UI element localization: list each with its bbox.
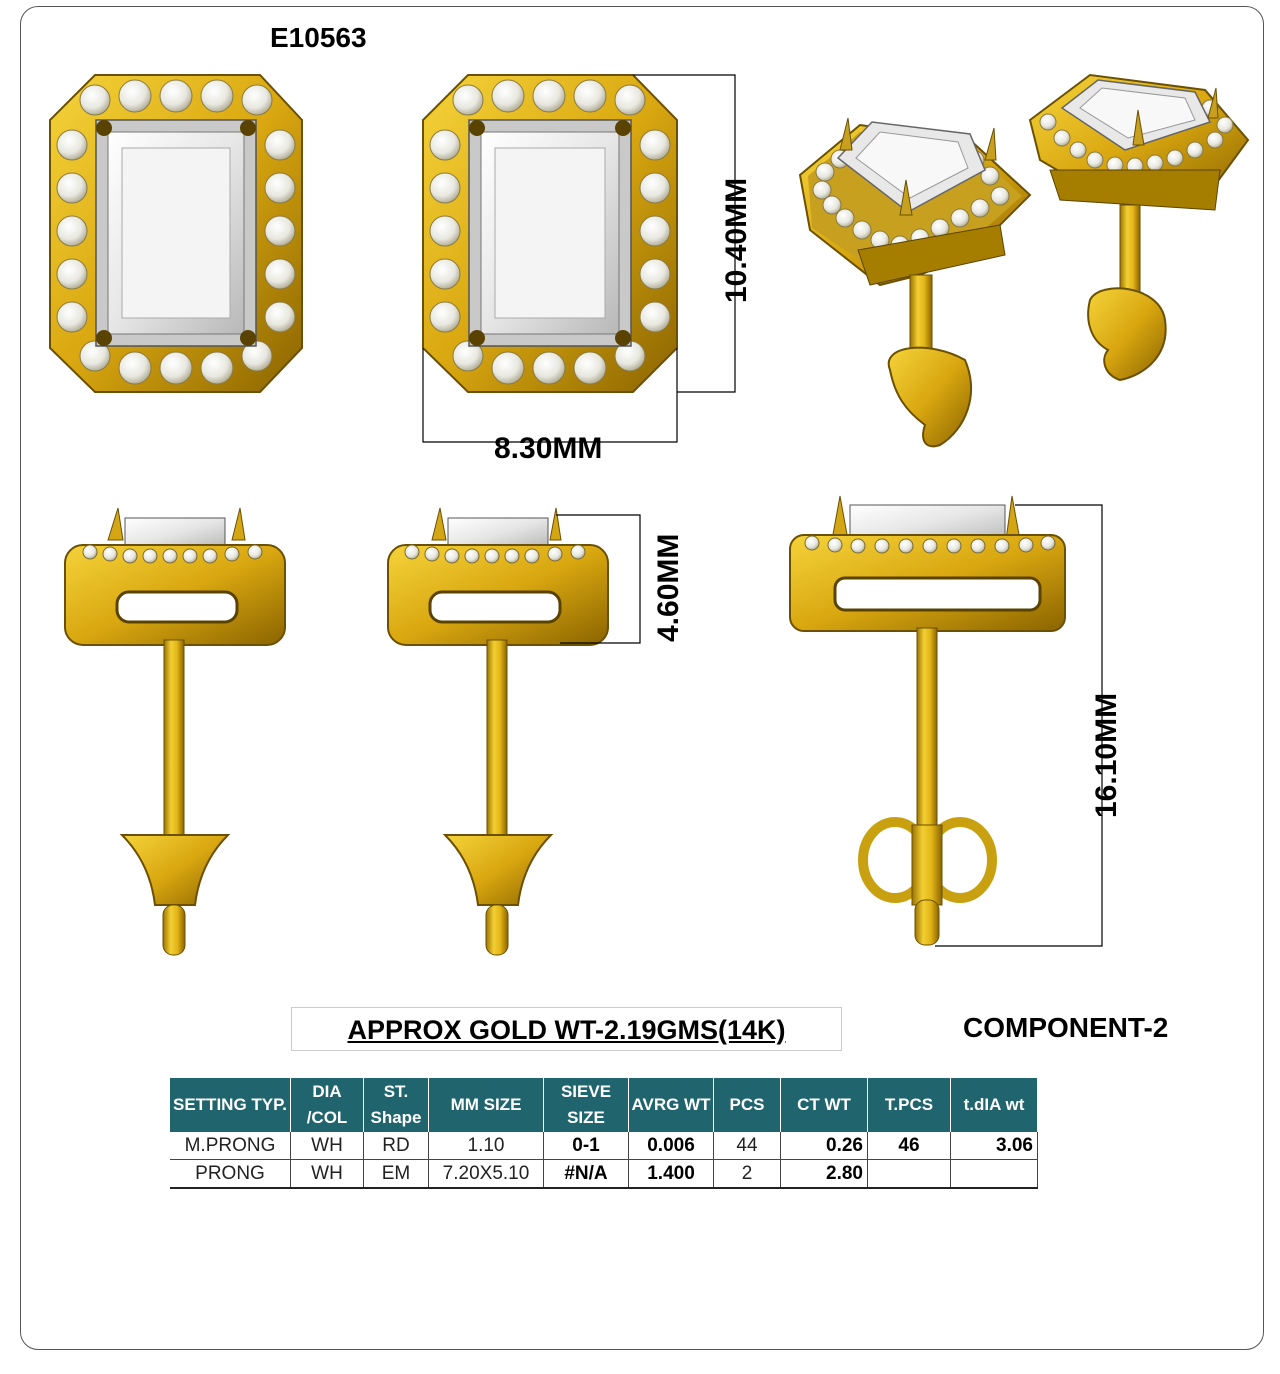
cell-stone-shape: RD — [364, 1132, 429, 1160]
front-view-left — [50, 75, 302, 392]
header-stone-shape: ST. Shape — [364, 1078, 429, 1132]
cell-avrg-wt: 1.400 — [629, 1160, 714, 1189]
design-code: E10563 — [270, 22, 367, 53]
cell-mm-size: 1.10 — [429, 1132, 544, 1160]
cell-total-dia-wt: 3.06 — [951, 1132, 1038, 1160]
header-sieve-size: SIEVE SIZE — [544, 1078, 629, 1132]
cell-total-pcs — [868, 1160, 951, 1189]
front-view-middle — [423, 75, 735, 442]
cell-total-pcs: 46 — [868, 1132, 951, 1160]
header-dia-col: DIA /COL — [291, 1078, 364, 1132]
cell-pcs: 2 — [714, 1160, 781, 1189]
header-ct-wt: CT WT — [781, 1078, 868, 1132]
header-mm-size: MM SIZE — [429, 1078, 544, 1132]
table-row — [170, 1160, 1038, 1189]
header-total-pcs: T.PCS — [868, 1078, 951, 1132]
table-row — [170, 1132, 1038, 1160]
perspective-view-2 — [1030, 75, 1248, 380]
length-dimension: 10.40MM — [720, 177, 753, 303]
perspective-view-1 — [800, 118, 1030, 446]
height-dimension: 4.60MM — [652, 533, 685, 642]
cell-avrg-wt: 0.006 — [629, 1132, 714, 1160]
header-avrg-wt: AVRG WT — [629, 1078, 714, 1132]
header-setting-type: SETTING TYP. — [170, 1078, 291, 1132]
cell-dia-col: WH — [291, 1160, 364, 1189]
stone-spec-table — [170, 1078, 1038, 1189]
cell-ct-wt: 2.80 — [781, 1160, 868, 1189]
side-view-2 — [388, 508, 640, 955]
cell-ct-wt: 0.26 — [781, 1132, 868, 1160]
cell-sieve-size: #N/A — [544, 1160, 629, 1189]
cell-setting-type: M.PRONG — [170, 1132, 291, 1160]
table-header-row — [170, 1078, 1038, 1132]
cell-mm-size: 7.20X5.10 — [429, 1160, 544, 1189]
cell-sieve-size: 0-1 — [544, 1132, 629, 1160]
cell-dia-col: WH — [291, 1132, 364, 1160]
cell-setting-type: PRONG — [170, 1160, 291, 1189]
cell-total-dia-wt — [951, 1160, 1038, 1189]
component-label: COMPONENT-2 — [963, 1012, 1169, 1043]
side-view-1 — [65, 508, 285, 955]
cell-stone-shape: EM — [364, 1160, 429, 1189]
width-dimension: 8.30MM — [494, 432, 603, 465]
cell-pcs: 44 — [714, 1132, 781, 1160]
total-length-dimension: 16.10MM — [1090, 692, 1123, 818]
gold-weight-box — [291, 1007, 842, 1051]
header-pcs: PCS — [714, 1078, 781, 1132]
gold-weight-label: APPROX GOLD WT-2.19GMS(14K) — [347, 1015, 786, 1045]
side-view-3 — [790, 496, 1102, 946]
header-total-dia-wt: t.dIA wt — [951, 1078, 1038, 1132]
